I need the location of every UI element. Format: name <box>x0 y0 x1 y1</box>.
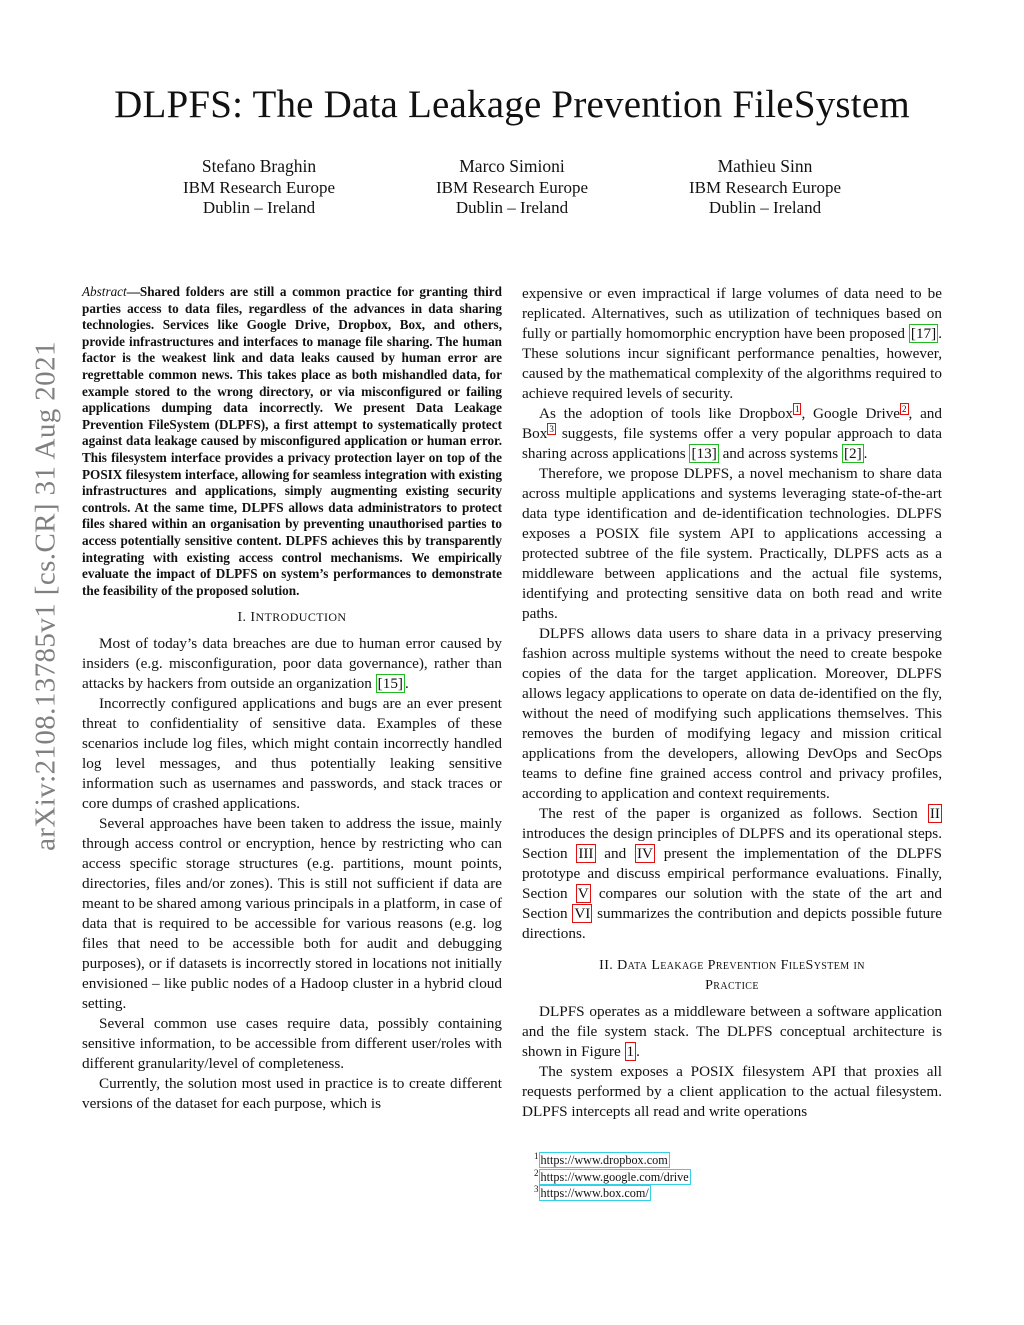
text: expensive or even impractical if large volumes of data need to be replicated. Alternatives, such as utilization of techniques based on fully or partially homomorphic encryption have been proposed <box>522 285 942 342</box>
footnote-url-link[interactable]: https://www.dropbox.com <box>540 1153 668 1167</box>
section-number: I. <box>237 610 251 626</box>
text: and <box>595 845 635 862</box>
footnotes <box>534 1152 691 1202</box>
text: compares our solution with the state of the art and Section <box>522 885 942 922</box>
arxiv-id: arXiv:2108.13785v1 [cs.CR] 31 Aug 2021 <box>29 341 62 851</box>
text: present the implementation of the DLPFS prototype and discuss empirical performance evaluations. Finally, Section <box>522 845 942 902</box>
paragraph: Therefore, we propose DLPFS, a novel mechanism to share data across multiple applications and systems leveraging state-of-the-art data type identification and de-identification technologies. DLPFS exposes a POSIX file system API to applications accessing a protected subtree of the file system. Practically, DLPFS acts as a middleware between applications and the actual file systems, identifying and protecting sensitive data on both read and write paths. <box>522 465 942 622</box>
paragraph: DLPFS allows data users to share data in a privacy preserving fashion across multiple systems without the need to create bespoke copies of the data for the target application. Moreover, DLPFS allows legacy applications to operate on data de-identified on the fly, without the need of modifying such applications themselves. This removes the burden of modifying legacy and mission critical applications from the developers, allowing DevOps and SecOps teams to define fine grained access control and privacy profiles, according to application and context requirements. <box>522 625 942 802</box>
footnote-link[interactable]: 3 <box>549 423 554 434</box>
abstract-label: Abstract <box>82 284 127 299</box>
right-column <box>522 284 942 1122</box>
abstract-text: —Shared folders are still a common practice for granting third parties access to data files, regardless of the advances in data sharing technologies. Services like Google Drive, Dropbox, Box, and others, provide infrastructures and interfaces to manage file sharing. The human factor is the weakest link and data leaks caused by human error are regrettable common news. This takes place as both mishandled data, for example stored to the wrong directory, or via misconfigured or failing applications dumping data incorrectly. We present Data Leakage Prevention FileSystem (DLPFS), a first attempt to systematically protect against data leakage caused by misconfigured application or human error. This filesystem interface provides a privacy protection layer on top of the POSIX filesystem interface, allowing for seamless integration with existing infrastructures and applications, simply augmenting existing security controls. At the same time, DLPFS allows data administrators to protect files shared within an organisation by preventing unauthorised parties to access potentially sensitive content. DLPFS achieves this by transparently integrating with existing access control mechanisms. We empirically evaluate the impact of DLPFS on system’s performances to demonstrate the feasibility of the proposed solution. <box>82 284 502 598</box>
paragraph <box>522 804 942 944</box>
text: DLPFS operates as a middleware between a software application and the file system stack. The DLPFS conceptual architecture is shown in Figure <box>522 1003 942 1060</box>
author-location: Dublin – Ireland <box>455 198 569 217</box>
author-affiliation: IBM Research Europe <box>182 177 335 197</box>
section-link[interactable]: II <box>929 805 940 822</box>
section-heading-introduction <box>82 607 502 628</box>
abstract <box>82 284 502 599</box>
section-initial: I <box>250 610 256 626</box>
paragraph: Currently, the solution most used in practice is to create different versions of the dataset for each purpose, which is <box>82 1075 502 1113</box>
text: Most of today’s data breaches are due to human error caused by insiders (e.g. misconfiguration, poor data governance), rather than attacks by hackers from outside an organization <box>82 635 502 693</box>
figure-link[interactable]: 1 <box>626 1043 635 1060</box>
paragraph: Incorrectly configured applications and bugs are an ever present threat to confidentiality of sensitive data. Examples of these scenarios include log files, which might contain incorrectly handled log level messages, and thus potentially leaking sensitive information such as usernames and passwords, and stack traces or core dumps of crashed applications. <box>82 695 502 813</box>
text: As the adoption of tools like Dropbox <box>539 405 793 422</box>
footnote-link[interactable]: 2 <box>902 403 907 414</box>
author-name: Marco Simioni <box>459 156 565 176</box>
author-affiliation: IBM Research Europe <box>435 177 588 197</box>
paragraph: Several approaches have been taken to address the issue, mainly through access control or encryption, hence by restricting who can access specific storage structures (e.g. partitions, mount points, directories, files and/or zones). This is still not sufficient if data are meant to be shared among various principals in a platform, in case of data that is required to be accessible for various reasons (e.g. log files that need to be accessible both for audit and debugging purposes), or if datasets is incorrectly stored in locations not initially envisioned – like public nodes of a Hadoop cluster in a hybrid cloud setting. <box>82 815 502 1013</box>
section-link[interactable]: VI <box>574 905 591 922</box>
section-link[interactable]: V <box>577 885 589 902</box>
footnote-url-link[interactable]: https://www.google.com/drive <box>540 1169 689 1184</box>
author-name: Mathieu Sinn <box>717 156 813 176</box>
paragraph: The system exposes a POSIX filesystem API that proxies all requests performed by a client application to the actual filesystem. DLPFS intercepts all read and write operations <box>522 1063 942 1120</box>
citation-link[interactable]: [2] <box>843 445 862 462</box>
footnote <box>534 1185 691 1202</box>
author-location: Dublin – Ireland <box>708 198 822 217</box>
text: , Google Drive <box>801 405 901 422</box>
paragraph <box>522 284 942 404</box>
text: . These solutions incur significant performance penalties, however, caused by the mathematical complexity of the algorithms required to achieve required levels of security. <box>522 325 942 402</box>
text: . <box>404 675 409 693</box>
footnote-link[interactable]: 1 <box>794 403 800 414</box>
footnote <box>534 1169 691 1186</box>
paragraph <box>82 634 502 694</box>
author-name: Stefano Braghin <box>201 156 317 176</box>
section-link[interactable]: III <box>578 845 594 862</box>
section-heading-line: Practice <box>705 978 759 993</box>
footnote-number: 2 <box>534 1167 539 1178</box>
citation-link[interactable]: [13] <box>691 445 717 462</box>
author-2 <box>392 156 632 219</box>
text: and across systems <box>718 445 842 462</box>
text: The rest of the paper is organized as follows. Section <box>539 805 928 822</box>
text: suggests, file systems offer a very popular approach to data sharing across applications <box>522 425 942 462</box>
paragraph <box>522 1002 942 1062</box>
paragraph: Several common use cases require data, possibly containing sensitive information, to be accessible from different user/roles with different granularity/level of completeness. <box>82 1015 502 1073</box>
footnote-number: 3 <box>534 1183 539 1194</box>
left-column <box>82 284 502 1114</box>
author-affiliation: IBM Research Europe <box>688 177 841 197</box>
text: , and Box <box>522 405 942 442</box>
section-heading-dlpfs <box>522 956 942 996</box>
section-heading-line: II. Data Leakage Prevention FileSystem in <box>599 958 865 973</box>
footnote <box>534 1152 691 1169</box>
section-rest: NTRODUCTION <box>255 610 347 625</box>
footnote-number: 1 <box>534 1150 539 1161</box>
section-link[interactable]: IV <box>636 845 653 862</box>
paragraph <box>522 404 942 464</box>
paper-title: DLPFS: The Data Leakage Prevention FileSystem <box>114 83 910 126</box>
footnote-url-link[interactable]: https://www.box.com/ <box>540 1186 649 1200</box>
author-1 <box>139 156 379 219</box>
text: introduces the design principles of DLPFS and its operational steps. Section <box>522 825 942 862</box>
citation-link[interactable]: [15] <box>377 675 403 693</box>
text: . <box>636 1043 640 1060</box>
text: . <box>863 445 868 462</box>
text: summarizes the contribution and depicts possible future directions. <box>522 905 943 942</box>
citation-link[interactable]: [17] <box>910 325 937 342</box>
author-3 <box>645 156 885 219</box>
author-location: Dublin – Ireland <box>202 198 316 217</box>
